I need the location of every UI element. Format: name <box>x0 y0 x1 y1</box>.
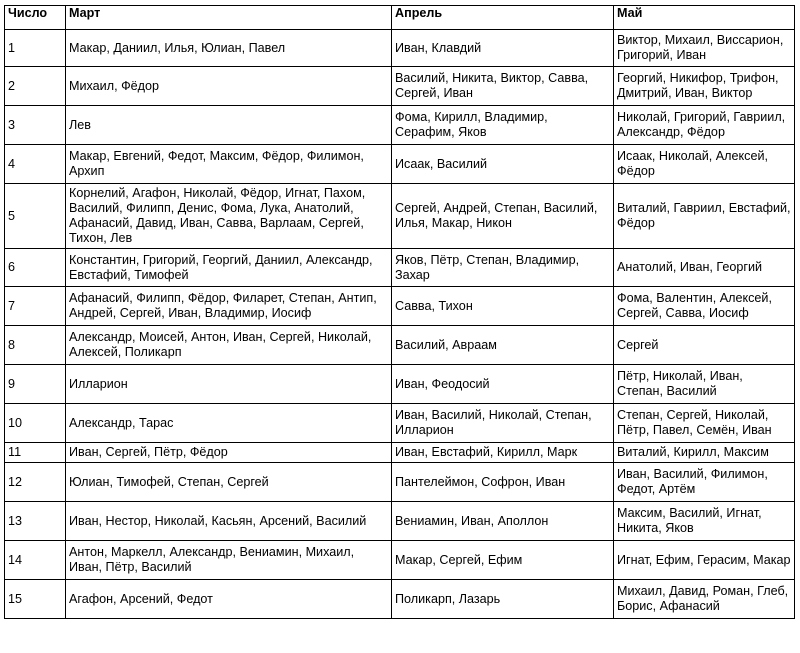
march-cell: Макар, Даниил, Илья, Юлиан, Павел <box>66 30 392 67</box>
april-cell: Пантелеймон, Софрон, Иван <box>392 463 614 502</box>
may-cell: Виктор, Михаил, Виссарион, Григорий, Иван <box>614 30 795 67</box>
april-cell: Иван, Феодосий <box>392 365 614 404</box>
may-cell: Фома, Валентин, Алексей, Сергей, Савва, Иосиф <box>614 287 795 326</box>
table-row <box>5 145 795 184</box>
table-row <box>5 541 795 580</box>
day-cell: 13 <box>5 502 66 541</box>
april-cell: Савва, Тихон <box>392 287 614 326</box>
day-cell: 12 <box>5 463 66 502</box>
table-body <box>5 30 795 619</box>
march-cell: Корнелий, Агафон, Николай, Фёдор, Игнат, Пахом, Василий, Филипп, Денис, Фома, Лука, Анатолий, Афанасий, Давид, Иван, Савва, Варлаам, Сергей, Тихон, Лев <box>66 184 392 249</box>
april-cell: Иван, Василий, Николай, Степан, Илларион <box>392 404 614 443</box>
march-cell: Александр, Тарас <box>66 404 392 443</box>
may-cell: Николай, Григорий, Гавриил, Александр, Фёдор <box>614 106 795 145</box>
header-row <box>5 6 795 30</box>
may-cell: Исаак, Николай, Алексей, Фёдор <box>614 145 795 184</box>
table-row <box>5 443 795 463</box>
day-cell: 7 <box>5 287 66 326</box>
table-row <box>5 287 795 326</box>
march-cell: Юлиан, Тимофей, Степан, Сергей <box>66 463 392 502</box>
day-cell: 3 <box>5 106 66 145</box>
may-cell: Виталий, Кирилл, Максим <box>614 443 795 463</box>
table-row <box>5 326 795 365</box>
may-cell: Максим, Василий, Игнат, Никита, Яков <box>614 502 795 541</box>
april-cell: Поликарп, Лазарь <box>392 580 614 619</box>
day-cell: 5 <box>5 184 66 249</box>
day-cell: 2 <box>5 67 66 106</box>
day-cell: 6 <box>5 249 66 287</box>
header-april: Апрель <box>392 6 614 30</box>
may-cell: Иван, Василий, Филимон, Федот, Артём <box>614 463 795 502</box>
table-row <box>5 580 795 619</box>
april-cell: Исаак, Василий <box>392 145 614 184</box>
may-cell: Степан, Сергей, Николай, Пётр, Павел, Семён, Иван <box>614 404 795 443</box>
march-cell: Лев <box>66 106 392 145</box>
day-cell: 1 <box>5 30 66 67</box>
may-cell: Георгий, Никифор, Трифон, Дмитрий, Иван, Виктор <box>614 67 795 106</box>
may-cell: Виталий, Гавриил, Евстафий, Фёдор <box>614 184 795 249</box>
april-cell: Макар, Сергей, Ефим <box>392 541 614 580</box>
table-row <box>5 184 795 249</box>
april-cell: Сергей, Андрей, Степан, Василий, Илья, Макар, Никон <box>392 184 614 249</box>
march-cell: Илларион <box>66 365 392 404</box>
march-cell: Михаил, Фёдор <box>66 67 392 106</box>
april-cell: Иван, Евстафий, Кирилл, Марк <box>392 443 614 463</box>
table-row <box>5 502 795 541</box>
march-cell: Иван, Сергей, Пётр, Фёдор <box>66 443 392 463</box>
day-cell: 9 <box>5 365 66 404</box>
may-cell: Анатолий, Иван, Георгий <box>614 249 795 287</box>
header-march: Март <box>66 6 392 30</box>
table-row <box>5 30 795 67</box>
name-days-table <box>4 5 795 619</box>
table-row <box>5 404 795 443</box>
header-day: Число <box>5 6 66 30</box>
april-cell: Фома, Кирилл, Владимир, Серафим, Яков <box>392 106 614 145</box>
april-cell: Василий, Авраам <box>392 326 614 365</box>
may-cell: Сергей <box>614 326 795 365</box>
april-cell: Иван, Клавдий <box>392 30 614 67</box>
day-cell: 10 <box>5 404 66 443</box>
day-cell: 14 <box>5 541 66 580</box>
day-cell: 8 <box>5 326 66 365</box>
april-cell: Яков, Пётр, Степан, Владимир, Захар <box>392 249 614 287</box>
march-cell: Иван, Нестор, Николай, Касьян, Арсений, Василий <box>66 502 392 541</box>
day-cell: 11 <box>5 443 66 463</box>
day-cell: 15 <box>5 580 66 619</box>
march-cell: Агафон, Арсений, Федот <box>66 580 392 619</box>
may-cell: Игнат, Ефим, Герасим, Макар <box>614 541 795 580</box>
april-cell: Вениамин, Иван, Аполлон <box>392 502 614 541</box>
table-row <box>5 463 795 502</box>
march-cell: Константин, Григорий, Георгий, Даниил, Александр, Евстафий, Тимофей <box>66 249 392 287</box>
table-row <box>5 106 795 145</box>
april-cell: Василий, Никита, Виктор, Савва, Сергей, Иван <box>392 67 614 106</box>
table-row <box>5 365 795 404</box>
may-cell: Пётр, Николай, Иван, Степан, Василий <box>614 365 795 404</box>
march-cell: Афанасий, Филипп, Фёдор, Филарет, Степан, Антип, Андрей, Сергей, Иван, Владимир, Иосиф <box>66 287 392 326</box>
march-cell: Александр, Моисей, Антон, Иван, Сергей, Николай, Алексей, Поликарп <box>66 326 392 365</box>
header-may: Май <box>614 6 795 30</box>
day-cell: 4 <box>5 145 66 184</box>
table-row <box>5 249 795 287</box>
march-cell: Макар, Евгений, Федот, Максим, Фёдор, Филимон, Архип <box>66 145 392 184</box>
march-cell: Антон, Маркелл, Александр, Вениамин, Михаил, Иван, Пётр, Василий <box>66 541 392 580</box>
table-row <box>5 67 795 106</box>
may-cell: Михаил, Давид, Роман, Глеб, Борис, Афанасий <box>614 580 795 619</box>
